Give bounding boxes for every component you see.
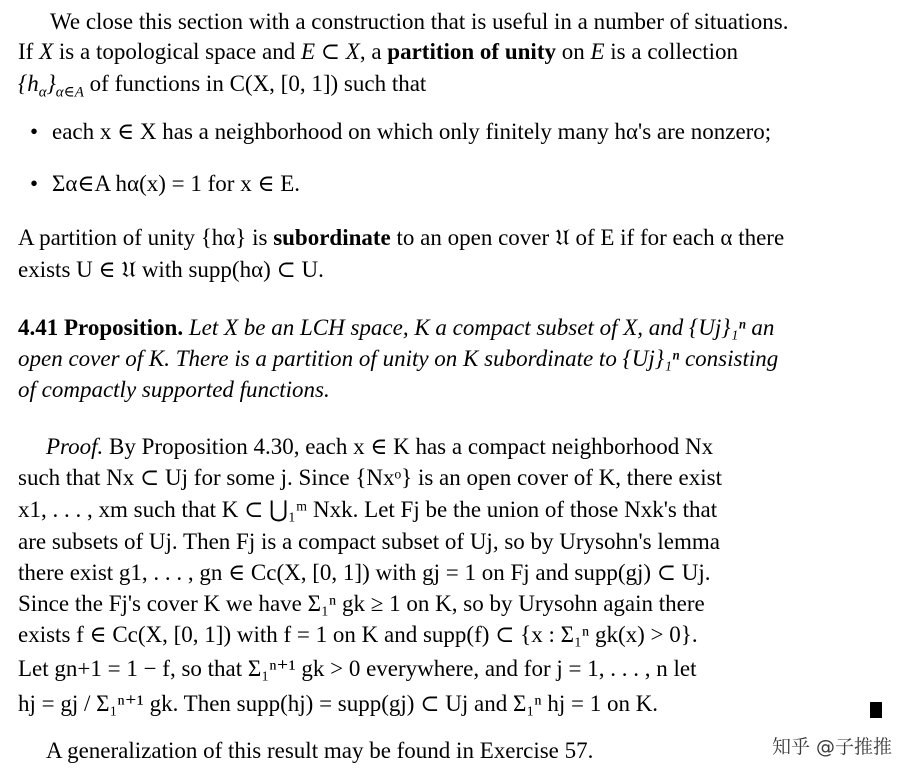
set-e-subset-x: E ⊂ X bbox=[300, 39, 360, 64]
proof-text-8: Let gn+1 = 1 − f, so that Σ₁ⁿ⁺¹ gk > 0 everywhere, and for j = 1, . . . , n let bbox=[18, 656, 697, 681]
proof-line-9 bbox=[18, 690, 882, 718]
subordinate-line-2 bbox=[18, 256, 882, 284]
proposition-text-1: Let X be an LCH space, K a compact subset of X, and {Uj}₁ⁿ an bbox=[188, 315, 775, 340]
proposition-line-3 bbox=[18, 376, 882, 404]
family-h-alpha: $\{h_\alpha\}_{\alpha\in A}$ bbox=[18, 71, 84, 101]
proof-text-1: By Proposition 4.30, each x ∈ K has a compact neighborhood Nx bbox=[109, 434, 714, 459]
proof-text-9: hj = gj / Σ₁ⁿ⁺¹ gk. Then supp(hj) = supp(gj) ⊂ Uj and Σ₁ⁿ hj = 1 on K. bbox=[18, 691, 659, 716]
closing-text: A generalization of this result may be found in Exercise 57. bbox=[46, 738, 594, 763]
subordinate-line-1 bbox=[18, 224, 882, 252]
subordinate-text-2: to an open cover 𝔘 of E if for each α there bbox=[396, 225, 785, 250]
proof-text-6: Since the Fj's cover K we have Σ₁ⁿ gk ≥ 1 on K, so by Urysohn again there bbox=[18, 591, 705, 616]
bullet-text-2: Σα∈A hα(x) = 1 for x ∈ E. bbox=[52, 171, 301, 196]
intro-word-on: on bbox=[561, 39, 585, 64]
closing-line bbox=[46, 737, 882, 765]
proof-line-6 bbox=[18, 590, 882, 618]
proof-text-3: x1, . . . , xm such that K ⊂ ⋃₁ᵐ Nxk. Let Fj be the union of those Nxk's that bbox=[18, 497, 718, 522]
proposition-line-1 bbox=[18, 314, 882, 342]
bullet-icon: • bbox=[30, 119, 39, 144]
intro-text-4: of functions in C(X, [0, 1]) such that bbox=[89, 71, 427, 96]
subordinate-text-1: A partition of unity {hα} is bbox=[18, 225, 268, 250]
proof-line-2 bbox=[18, 464, 882, 492]
var-x: X bbox=[39, 39, 54, 64]
intro-text-2: is a topological space and bbox=[58, 39, 296, 64]
bullet-item-2 bbox=[30, 170, 882, 198]
watermark: 知乎 @子推推 bbox=[771, 736, 892, 758]
proof-text-7: exists f ∈ Cc(X, [0, 1]) with f = 1 on K and supp(f) ⊂ {x : Σ₁ⁿ gk(x) > 0}. bbox=[18, 622, 698, 647]
qed-square-icon bbox=[870, 702, 882, 718]
term-subordinate: subordinate bbox=[273, 225, 391, 250]
proof-line-8 bbox=[18, 655, 882, 683]
proof-text-2: such that Nx ⊂ Uj for some j. Since {Nxᵒ} is an open cover of K, there exist bbox=[18, 465, 722, 490]
var-e: E bbox=[590, 39, 605, 64]
subordinate-text-3: exists U ∈ 𝔘 with supp(hα) ⊂ U. bbox=[18, 257, 324, 282]
proposition-line-2 bbox=[18, 345, 882, 373]
proof-text-5: there exist g1, . . . , gn ∈ Cc(X, [0, 1]) with gj = 1 on Fj and supp(gj) ⊂ Uj. bbox=[18, 560, 711, 585]
proposition-number: 4.41 bbox=[18, 315, 59, 340]
proof-line-5 bbox=[18, 559, 882, 587]
intro-text-3: is a collection bbox=[610, 39, 739, 64]
proof-text-4: are subsets of Uj. Then Fj is a compact subset of Uj, so by Urysohn's lemma bbox=[18, 529, 720, 554]
intro-line-3 bbox=[18, 70, 882, 101]
proof-line-3 bbox=[18, 496, 882, 524]
bullet-text-1: each x ∈ X has a neighborhood on which only finitely many hα's are nonzero; bbox=[52, 119, 772, 144]
proposition-text-3: of compactly supported functions. bbox=[18, 377, 330, 402]
proof-line-1 bbox=[46, 433, 882, 461]
intro-text-1: We close this section with a construction that is useful in a number of situations. bbox=[50, 9, 789, 34]
intro-line-2: If X is a topological space and E ⊂ X, a partition of unity on E is a collection bbox=[18, 39, 739, 64]
intro-word-if: If bbox=[18, 39, 34, 64]
proposition-label: Proposition. bbox=[64, 315, 184, 340]
term-partition-of-unity: partition of unity bbox=[387, 39, 556, 64]
intro-line-1 bbox=[50, 8, 882, 36]
bullet-item-1 bbox=[30, 118, 882, 146]
proof-label: Proof. bbox=[46, 434, 104, 459]
proof-line-7 bbox=[18, 621, 882, 649]
proof-line-4 bbox=[18, 528, 882, 556]
proposition-text-2: open cover of K. There is a partition of unity on K subordinate to {Uj}₁ⁿ consisting bbox=[18, 346, 779, 371]
bullet-icon: • bbox=[30, 171, 39, 196]
